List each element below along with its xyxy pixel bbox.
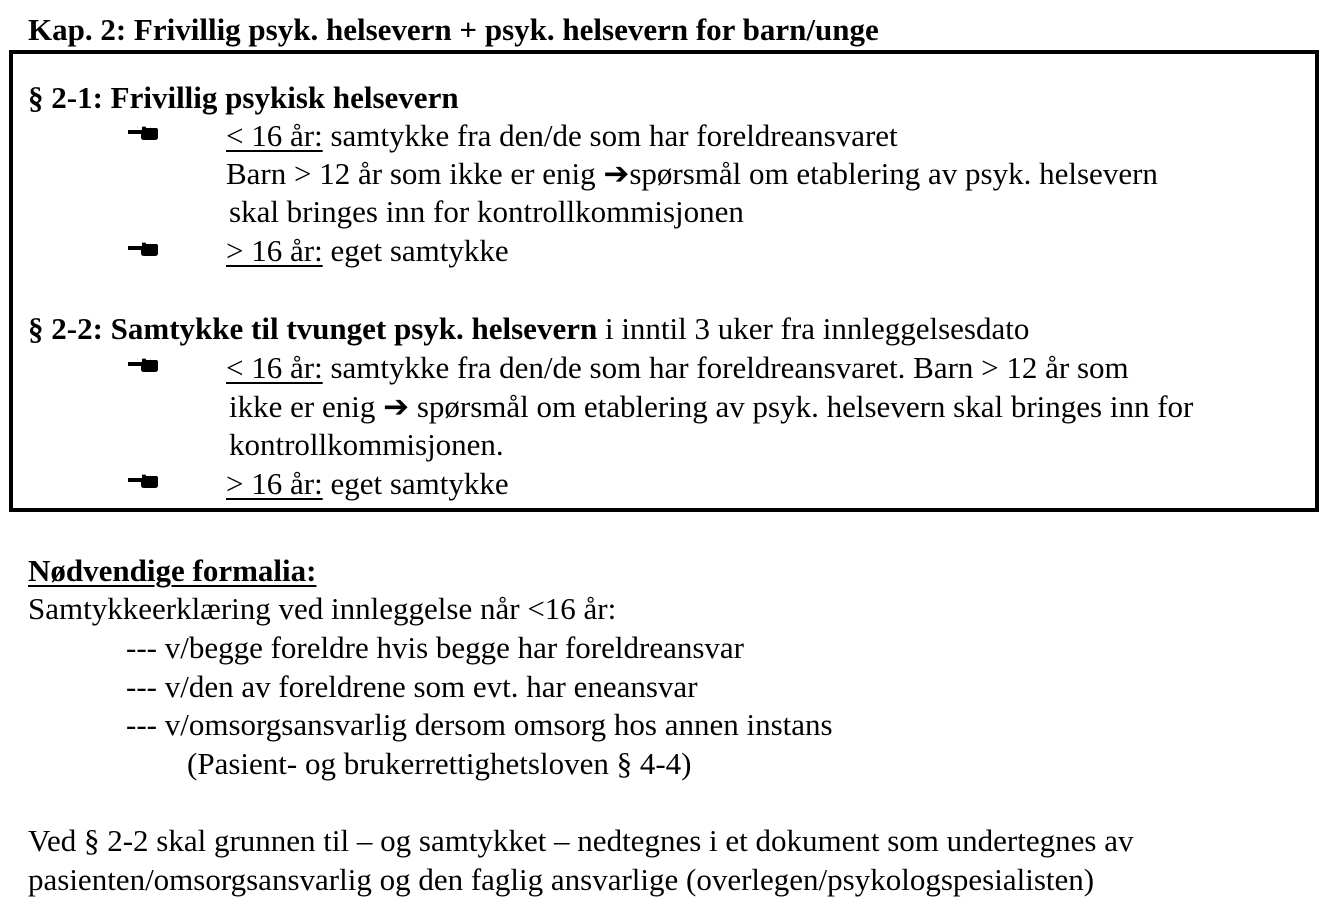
s2-bullet1-line1 — [226, 349, 1129, 387]
formalia-reference: (Pasient- og brukerrettighetsloven § 4-4) — [187, 746, 692, 781]
s2-bullet2 — [226, 465, 509, 503]
pointing-hand-icon — [128, 358, 158, 374]
formalia-item: --- v/den av foreldrene som evt. har eneansvar — [126, 669, 698, 704]
s1-bullet2 — [226, 232, 509, 270]
s1-b1-line2-post: spørsmål om etablering av psyk. helsevern — [629, 156, 1158, 191]
s2-b1-line2-post: spørsmål om etablering av psyk. helsevern skal bringes inn for — [409, 389, 1194, 424]
s2-bullet1-line2 — [229, 388, 1193, 426]
s2-b1-label: < 16 år: — [226, 350, 323, 385]
arrow-right-icon: ➔ — [603, 156, 630, 192]
page-title: Kap. 2: Frivillig psyk. helsevern + psyk. helsevern for barn/unge — [28, 12, 879, 47]
formalia-intro: Samtykkeerklæring ved innleggelse når <16 år: — [28, 591, 617, 626]
pointing-hand-icon — [128, 242, 158, 258]
s2-b2-text: eget samtykke — [322, 466, 509, 501]
closing-line-1: Ved § 2-2 skal grunnen til – og samtykket – nedtegnes i et dokument som undertegnes av — [28, 823, 1134, 858]
section-2-2-heading-line — [28, 310, 1029, 348]
s1-bullet1-line2 — [226, 155, 1158, 193]
s1-bullet1-line3: skal bringes inn for kontrollkommisjonen — [229, 194, 744, 229]
section-2-2-heading: § 2-2: Samtykke til tvunget psyk. helsevern — [28, 311, 598, 346]
s1-bullet1-line1 — [226, 117, 898, 155]
section-2-2-heading-rest: i inntil 3 uker fra innleggelsesdato — [597, 311, 1030, 346]
s2-b1-line2-pre: ikke er enig — [229, 389, 384, 424]
s1-b2-text: eget samtykke — [322, 233, 509, 268]
section-2-1-heading: § 2-1: Frivillig psykisk helsevern — [28, 80, 459, 115]
s2-b2-label: > 16 år: — [226, 466, 323, 501]
s1-b1-line2-pre: Barn > 12 år som ikke er enig — [226, 156, 604, 191]
pointing-hand-icon — [128, 474, 158, 490]
pointing-hand-icon — [128, 126, 158, 142]
arrow-right-icon: ➔ — [383, 389, 410, 425]
s2-bullet1-line3: kontrollkommisjonen. — [229, 427, 504, 462]
s1-b1-label: < 16 år: — [226, 118, 323, 153]
closing-line-2: pasienten/omsorgsansvarlig og den faglig ansvarlige (overlegen/psykologspesialisten) — [28, 862, 1095, 897]
s2-b1-text: samtykke fra den/de som har foreldreansvaret. Barn > 12 år som — [322, 350, 1129, 385]
s1-b1-text: samtykke fra den/de som har foreldreansvaret — [322, 118, 898, 153]
formalia-item: --- v/begge foreldre hvis begge har foreldreansvar — [126, 630, 744, 665]
formalia-heading: Nødvendige formalia: — [28, 553, 317, 588]
s1-b2-label: > 16 år: — [226, 233, 323, 268]
formalia-item: --- v/omsorgsansvarlig dersom omsorg hos annen instans — [126, 707, 833, 742]
